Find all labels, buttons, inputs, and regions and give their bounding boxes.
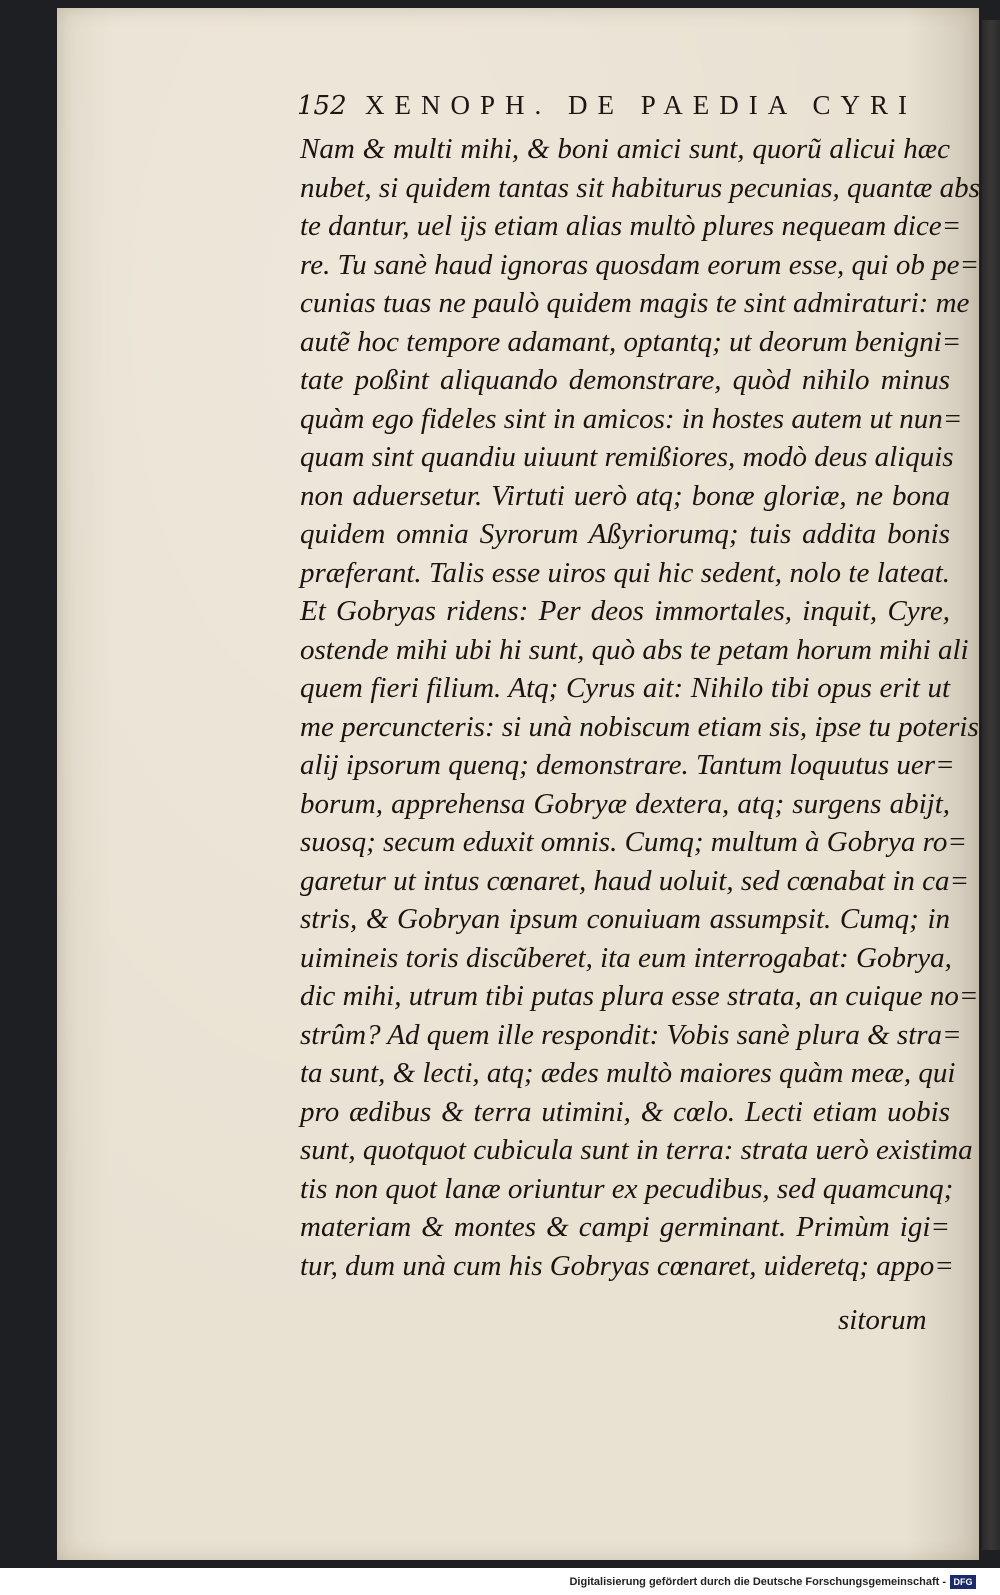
text-line: alij ipsorum quenq; demonstrare. Tantum loquutus uer= bbox=[300, 749, 955, 781]
text-line: cunias tuas ne paulò quidem magis te sint admiraturi: me bbox=[300, 287, 970, 319]
text-line: re. Tu sanè haud ignoras quosdam eorum esse, qui ob pe= bbox=[300, 248, 980, 281]
page-number: 152 bbox=[297, 91, 347, 121]
text-line: quem fieri filium. Atq; Cyrus ait: Nihilo tibi opus erit ut bbox=[300, 672, 950, 704]
text-line: strûm? Ad quem ille respondit: Vobis sanè plura & stra= bbox=[300, 1018, 962, 1051]
text-line: quidem omnia Syrorum Aßyriorumq; tuis addita bonis bbox=[300, 518, 950, 550]
text-line: garetur ut intus cœnaret, haud uoluit, sed cœnabat in ca= bbox=[300, 864, 970, 897]
text-line: autẽ hoc tempore adamant, optantq; ut deorum benigni= bbox=[300, 325, 962, 358]
text-line: tate poßint aliquando demonstrare, quòd nihilo minus bbox=[300, 364, 950, 396]
funding-credit: Digitalisierung gefördert durch die Deutsche Forschungsgemeinschaft - bbox=[569, 1575, 946, 1588]
text-line: dic mihi, utrum tibi putas plura esse strata, an cuique no= bbox=[300, 980, 979, 1012]
text-line: pro ædibus & terra utimini, & cœlo. Lecti etiam uobis bbox=[300, 1095, 950, 1128]
text-line: materiam & montes & campi germinant. Primùm igi= bbox=[300, 1211, 950, 1243]
text-line: Et Gobryas ridens: Per deos immortales, inquit, Cyre, bbox=[300, 595, 950, 627]
text-line: præferant. Talis esse uiros qui hic sedent, nolo te lateat. bbox=[300, 556, 950, 589]
dfg-logo-icon: DFG bbox=[950, 1575, 976, 1589]
text-line: stris, & Gobryan ipsum conuiuam assumpsit. Cumq; in bbox=[300, 903, 950, 935]
running-title: XENOPH. DE PAEDIA CYRI bbox=[364, 90, 917, 120]
text-line: ta sunt, & lecti, atq; ædes multò maiores quàm meæ, qui bbox=[300, 1057, 956, 1089]
text-line: sunt, quotquot cubicula sunt in terra: strata uerò existima bbox=[300, 1134, 973, 1166]
text-line: quam sint quandiu uiuunt remißiores, modò deus aliquis bbox=[300, 441, 954, 473]
text-line: quàm ego fideles sint in amicos: in hostes autem ut nun= bbox=[300, 402, 963, 435]
footer-bar bbox=[0, 1568, 1000, 1595]
catchword: sitorum bbox=[838, 1304, 927, 1336]
text-line: tis non quot lanæ oriuntur ex pecudibus, sed quamcunq; bbox=[300, 1172, 954, 1205]
text-line: Nam & multi mihi, & boni amici sunt, quorũ alicui hæc bbox=[300, 133, 950, 165]
text-line: suosq; secum eduxit omnis. Cumq; multum à Gobrya ro= bbox=[300, 826, 967, 858]
text-line: ostende mihi ubi hi sunt, quò abs te petam horum mihi ali bbox=[300, 633, 969, 666]
running-head bbox=[297, 90, 917, 130]
text-line: non aduersetur. Virtuti uerò atq; bonæ gloriæ, ne bona bbox=[300, 479, 950, 512]
text-line: nubet, si quidem tantas sit habiturus pecunias, quantæ abs bbox=[300, 171, 980, 204]
book-edge bbox=[982, 20, 1000, 1550]
text-line: me percuncteris: si unà nobiscum etiam sis, ipse tu poteris bbox=[300, 710, 979, 743]
text-line: tur, dum unà cum his Gobryas cœnaret, uideretq; appo= bbox=[300, 1249, 954, 1282]
text-block bbox=[300, 130, 980, 1285]
text-line: borum, apprehensa Gobryæ dextera, atq; surgens abijt, bbox=[300, 787, 950, 820]
text-line: te dantur, uel ijs etiam alias multò plures nequeam dice= bbox=[300, 210, 962, 242]
text-line: uimineis toris discũberet, ita eum interrogabat: Gobrya, bbox=[300, 941, 952, 974]
